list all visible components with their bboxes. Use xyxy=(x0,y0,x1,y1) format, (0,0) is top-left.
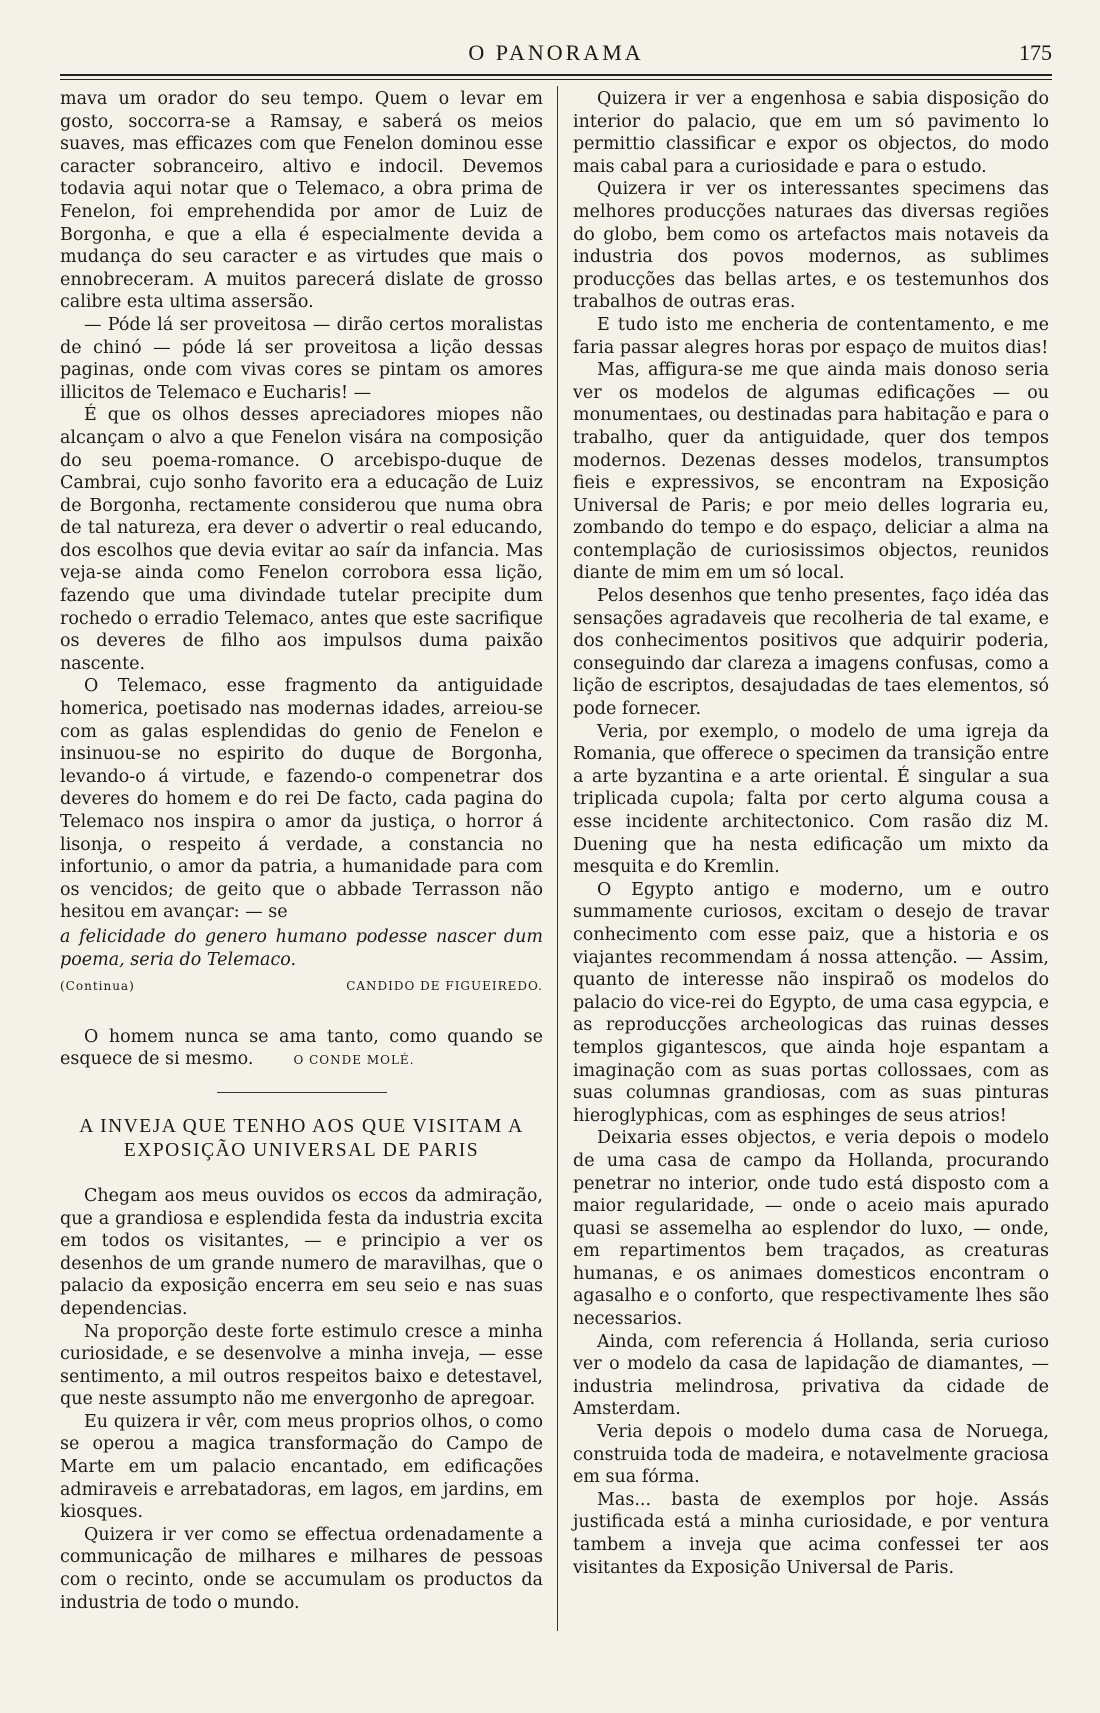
paragraph: Veria, por exemplo, o modelo de uma igreja da Romania, que offerece o specimen da transição entre a arte byzantina e a arte oriental. É singular a sua triplicada cupola; falta por certo alguma cousa a esse incidente architectonico. Com rasão diz M. Duening que ha nesta edificação um mixto da mesquita e do Kremlin. xyxy=(573,721,1049,878)
headline-line-1: A INVEJA QUE TENHO AOS QUE VISITAM A xyxy=(79,1115,524,1137)
paragraph: Chegam aos meus ouvidos os eccos da admiração, que a grandiosa e esplendida festa da industria excita em todos os visitantes, — e principio a ver os desenhos de um grande numero de maravilhas, que o palacio da exposição encerra em seu seio e nas suas dependencias. xyxy=(60,1185,543,1319)
paragraph: Deixaria esses objectos, e veria depois o modelo de uma casa de campo da Hollanda, procurando penetrar no interior, onde tudo está disposto com a maior regularidade, — onde o aceio mais apurado quasi se assemelha ao esplendor do luxo, — onde, em repartimentos bem traçados, as creaturas humanas, e os animaes domesticos encontram o agasalho e o conforto, que respectivamente lhes são necessarios. xyxy=(573,1128,1049,1330)
signature-row xyxy=(60,975,543,998)
article-headline xyxy=(60,1115,543,1163)
page-number: 175 xyxy=(1019,40,1052,65)
paragraph: Pelos desenhos que tenho presentes, faço idéa das sensações agradaveis que recolheria de tal exame, e dos conhecimentos positivos que adquirir poderia, conseguindo dar clareza a imagens confusas, como a lição de escriptos, desajudadas de taes elementos, só pode fornecer. xyxy=(573,586,1049,720)
paragraph: Mas... basta de exemplos por hoje. Assás justificada está a minha curiosidade, e por ventura tambem a inveja que acima confessei ter aos visitantes da Exposição Universal de Paris. xyxy=(573,1489,1049,1578)
paragraph: mava um orador do seu tempo. Quem o levar em gosto, soccorra-se a Ramsay, e saberá os meios suaves, mas efficazes com que Fenelon dominou esse caracter sobranceiro, altivo e indocil. Devemos todavia aqui notar que o Telemaco, a obra prima de Fenelon, foi emprehendida por amor de Luiz de Borgonha, e que a ella é especialmente devida a mudança do seu caracter e as virtudes que mais o ennobreceram. A muitos parecerá dislate de grosso calibre esta ultima assersão. xyxy=(60,89,543,313)
paragraph: Quizera ir ver a engenhosa e sabia disposição do interior do palacio, que em um só pavimento lo permittio classificar e expor os objectos, do modo mais cabal para a curiosidade e para o estudo. xyxy=(573,89,1049,177)
paragraph: — Póde lá ser proveitosa — dirão certos moralistas de chinó — póde lá ser proveitosa a lição dessas paginas, onde com vivas cores se pintam os amores illicitos de Telemaco e Eucharis! — xyxy=(60,314,543,403)
maxim-author: O CONDE MOLÉ. xyxy=(293,1053,415,1068)
paragraph: Quizera ir ver os interessantes specimens das melhores producções naturaes das diversas regiões do globo, bem como os artefactos mais notaveis da industria dos povos modernos, as sublimes producções das bellas artes, e os testemunhos dos trabalhos de outras eras. xyxy=(573,179,1049,313)
paragraph: E tudo isto me encheria de contentamento, e me faria passar alegres horas por espaço de muitos dias! xyxy=(573,314,1049,358)
quotation xyxy=(60,926,543,971)
right-column xyxy=(573,88,1049,1579)
article-author: CANDIDO DE FIGUEIREDO. xyxy=(346,979,543,994)
paragraph: Veria depois o modelo duma casa de Noruega, construida toda de madeira, e notavelmente graciosa em sua fórma. xyxy=(573,1422,1049,1488)
paragraph: O Egypto antigo e moderno, um e outro summamente curiosos, excitam o desejo de travar conhecimento com esse paiz, que a historia e os viajantes recommendam á nossa attenção. — Assim, quanto de interesse não inspiraõ os modelos do palacio do vice-rei do Egypto, de uma casa egypcia, e as reproducções archeologicas das ruinas desses templos gigantescos, que ainda hoje espantam a imaginação com as suas portas collossaes, com as suas columnas grandiosas, com as suas pinturas hieroglyphicas, com as esphinges de seus atrios! xyxy=(573,879,1049,1126)
maxim-text: O homem nunca se ama tanto, como quando se esquece de si mesmo. xyxy=(60,1026,543,1070)
paragraph: Quizera ir ver como se effectua ordenadamente a communicação de milhares e milhares de pessoas com o recinto, onde se accumulam os productos da industria de todo o mundo. xyxy=(60,1524,543,1613)
column-divider xyxy=(557,86,558,1631)
running-title: O PANORAMA xyxy=(468,40,644,65)
paragraph: O Telemaco, esse fragmento da antiguidade homerica, poetisado nas modernas idades, arreiou-se com as galas esplendidas do genio de Fenelon e insinuou-se no espirito do duque de Borgonha, levando-o á virtude, e fazendo-o compenetrar dos deveres do homem e do rei De facto, cada pagina do Telemaco nos inspira o amor da justiça, o horror á lisonja, o respeito á verdade, a constancia no infortunio, o amor da patria, a humanidade para com os vencidos; de geito que o abbade Terrasson não hesitou em avançar: — se xyxy=(60,676,543,923)
paragraph: Ainda, com referencia á Hollanda, seria curioso ver o modelo da casa de lapidação de diamantes, — industria melindrosa, privativa da cidade de Amsterdam. xyxy=(573,1331,1049,1420)
continua-note: (Continua) xyxy=(60,979,135,994)
header-rule xyxy=(60,74,1052,76)
paragraph: Na proporção deste forte estimulo cresce a minha curiosidade, e se desenvolve a minha inveja, — esse sentimento, a mil outros respeitos baixo e detestavel, que neste assumpto não me envergonho de apregoar. xyxy=(60,1321,543,1410)
paragraph: Eu quizera ir vêr, com meus proprios olhos, o como se operou a magica transformação do Campo de Marte em um palacio encantado, em edificações admiraveis e arrebatadoras, em lagos, em jardins, em kiosques. xyxy=(60,1411,543,1523)
paragraph: É que os olhos desses apreciadores miopes não alcançam o alvo a que Fenelon visára na composição do seu poema-romance. O arcebispo-duque de Cambrai, cujo sonho favorito era a educação de Luiz de Borgonha, rectamente considerou que numa obra de tal natureza, era dever o advertir o real educando, dos escolhos que devia evitar ao saír da infancia. Mas veja-se ainda como Fenelon corrobora essa lição, fazendo que uma divindade tutelar precipite dum rochedo o erradio Telemaco, antes que este sacrifique os deveres de filho aos impulsos duma paixão nascente. xyxy=(60,405,543,674)
section-separator xyxy=(217,1092,387,1093)
quotation-text: a felicidade do genero humano podesse nascer dum poema, seria do Telemaco. xyxy=(60,926,543,970)
headline-line-2: EXPOSIÇÃO UNIVERSAL DE PARIS xyxy=(123,1139,480,1161)
left-column xyxy=(60,88,543,1614)
page-header xyxy=(60,36,1052,72)
maxim xyxy=(60,1026,543,1072)
paragraph: Mas, affigura-se me que ainda mais donoso seria ver os modelos de algumas edificações — ou monumentaes, ou destinadas para habitação e para o trabalho, quer da antiguidade, quer dos tempos modernos. Dezenas desses modelos, transumptos fieis e expressivos, se encontram na Exposição Universal de Paris; e por meio delles lograria eu, zombando do tempo e do espaço, deliciar a alma na contemplação de curiosissimos objectos, reunidos diante de mim em um só local. xyxy=(573,360,1049,584)
header-rule-thin xyxy=(60,79,1052,80)
